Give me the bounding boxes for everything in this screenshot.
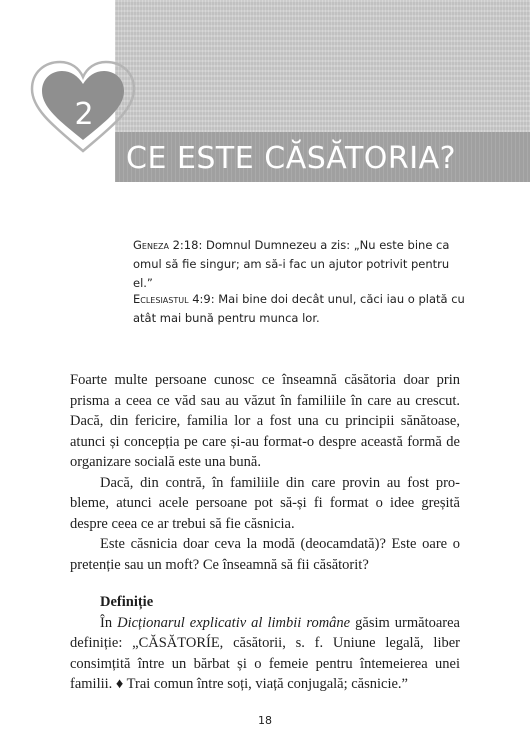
epigraph-quote (133, 290, 468, 328)
chapter-number: 2 (74, 97, 94, 132)
paragraph: Este căsnicia doar ceva la modă (deocamdată)? Este oare o pretenție sau un moft? Ce înseamnă să fii căsătorit? (70, 536, 460, 573)
quote-text: Domnul Dumnezeu a zis: „Nu este bine ca omul să fie singur; am să-i fac un ajutor potrivit pentru el.” (133, 238, 450, 290)
header-texture-band (115, 0, 530, 132)
quote-text: Mai bine doi decât unul, căci iau o plată cu atât mai bună pentru munca lor. (133, 292, 465, 325)
quote-reference: Geneza 2:18: (133, 238, 203, 252)
quote-reference: Eclesiastul 4:9: (133, 292, 215, 306)
chapter-title: CE ESTE CĂSĂTORIA? (126, 141, 457, 176)
epigraph-quote (133, 236, 468, 293)
definition-intro: În (100, 614, 118, 631)
section-heading: Definiție (100, 594, 154, 610)
dictionary-title: Dicționarul explicativ al limbii române (117, 614, 351, 631)
body-text (70, 370, 460, 695)
paragraph: Dacă, din contră, în familiile din care provin au fost probleme, atunci acele persoane pot să-și fi format o idee greșită despre ceea ce ar trebui să fie căsnicia. (70, 474, 460, 532)
definition-text: găsim următoarea definiție: „CĂSĂTORÍE, căsătorii, s. f. Uniune legală, liber consimțită între un bărbat și o femeie pentru întemeierea unei familii. ♦ Trai comun între soți, viață conjugală; căsnicie.” (70, 614, 460, 692)
paragraph: Foarte multe persoane cunosc ce înseamnă căsătoria doar prin prisma a ceea ce văd sau au văzut în familiile în care au crescut. Dacă, din fericire, familia lor a fost una cu principii sănătoase, atunci și concepția pe care și-au format-o despre această formă de organizare socială este una bună. (70, 372, 460, 470)
definition-paragraph (70, 613, 460, 695)
page-number: 18 (258, 714, 272, 727)
